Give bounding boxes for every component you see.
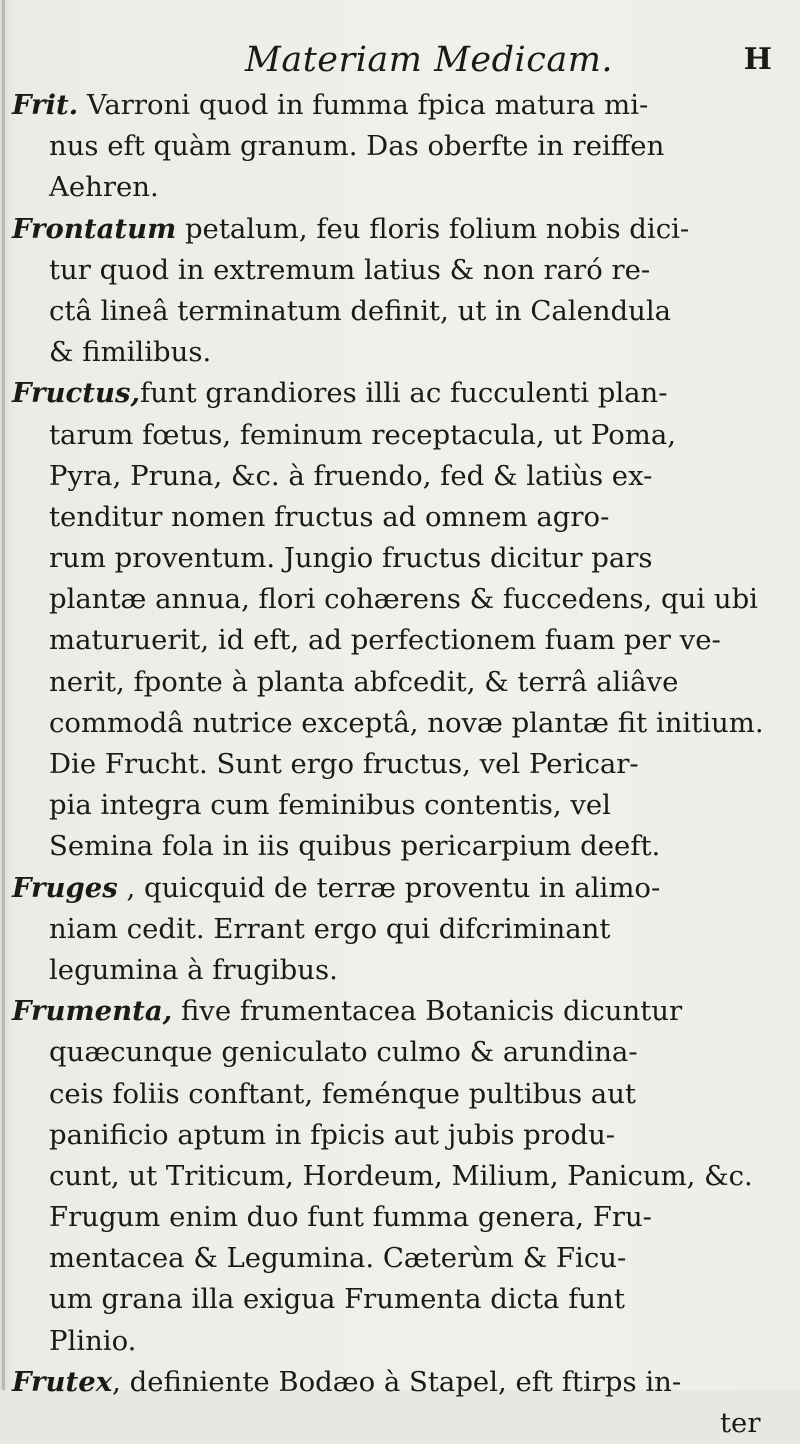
entry-text: Varroni quod in fumma fpica matura mi- <box>87 89 649 121</box>
entry-line: maturuerit, id eft, ad perfectionem fuam per ve- <box>49 624 721 657</box>
entry-line: quæcunque geniculato culmo & arundina- <box>49 1036 638 1069</box>
entry-term: Fructus, <box>12 377 141 410</box>
entry-line: mentacea & Legumina. Cæterùm & Ficu- <box>49 1242 627 1275</box>
entry-line: ceis foliis conftant, feménque pultibus aut <box>49 1077 636 1110</box>
entry-line: um grana illa exigua Frumenta dicta funt <box>49 1283 625 1316</box>
entry-line: tur quod in extremum latius & non raró re- <box>49 253 651 286</box>
entry-text: , quicquid de terræ proventu in alimo- <box>126 871 661 904</box>
entry-line: & fimilibus. <box>49 336 212 369</box>
entry-line: legumina à frugibus. <box>49 953 338 986</box>
entry-text: petalum, feu floris folium nobis dici- <box>184 212 690 245</box>
entry-term: Frontatum <box>12 212 177 245</box>
entry-line <box>0 373 800 414</box>
signature-mark: H <box>743 42 772 77</box>
entry-line: nerit, fponte à planta abfcedit, & terrâ aliâve <box>49 665 679 698</box>
catchword: ter <box>720 1407 761 1439</box>
entry-text: five frumentacea Botanicis dicuntur <box>180 995 683 1028</box>
entry-line: Aehren. <box>49 171 159 204</box>
entry-line: cunt, ut Triticum, Hordeum, Milium, Panicum, &c. <box>49 1159 753 1192</box>
entry-term: Frit. <box>12 89 79 121</box>
entry-line: Die Frucht. Sunt ergo fructus, vel Pericar- <box>49 748 639 780</box>
entry-line <box>0 991 800 1032</box>
running-header <box>0 40 800 90</box>
entry-line: rum proventum. Jungio fructus dicitur pars <box>49 542 653 575</box>
entry-line: Pyra, Pruna, &c. à fruendo, fed & latiùs ex- <box>49 459 653 492</box>
entry-line: nus eft quàm granum. Das oberfte in reiffen <box>49 130 665 163</box>
entry-text: funt grandiores illi ac fucculenti plan- <box>140 377 668 410</box>
entry-term: Frutex <box>12 1365 113 1398</box>
entry-line: Semina fola in iis quibus pericarpium deeft. <box>49 830 661 863</box>
entry-text: , definiente Bodæo à Stapel, eft ftirps in- <box>112 1365 682 1398</box>
entry-line: Frugum enim duo funt fumma genera, Fru- <box>49 1201 652 1234</box>
entry-line: tenditur nomen fructus ad omnem agro- <box>49 500 610 533</box>
entry-line: commodâ nutrice exceptâ, novæ plantæ fit initium. <box>49 706 764 739</box>
entry-line: plantæ annua, flori cohærens & fuccedens, qui ubi <box>49 583 758 616</box>
entry-line: ctâ lineâ terminatum definit, ut in Calendula <box>49 294 672 327</box>
entry-term: Frumenta, <box>12 995 173 1028</box>
entry-line <box>0 209 800 250</box>
entry-line: pia integra cum feminibus contentis, vel <box>49 789 611 822</box>
entry-line: niam cedit. Errant ergo qui difcriminant <box>49 912 611 945</box>
entry-line: Plinio. <box>49 1324 137 1357</box>
entry-line: panificio aptum in fpicis aut jubis produ- <box>49 1118 616 1151</box>
entry-term: Fruges <box>12 871 118 904</box>
entry-line <box>0 868 800 909</box>
running-title: Materiam Medicam. <box>245 40 614 80</box>
entry-line <box>0 85 800 126</box>
entry-line <box>0 1362 800 1403</box>
glossary-entries <box>0 85 800 1444</box>
entry-line: tarum fœtus, feminum receptacula, ut Poma, <box>49 418 677 451</box>
